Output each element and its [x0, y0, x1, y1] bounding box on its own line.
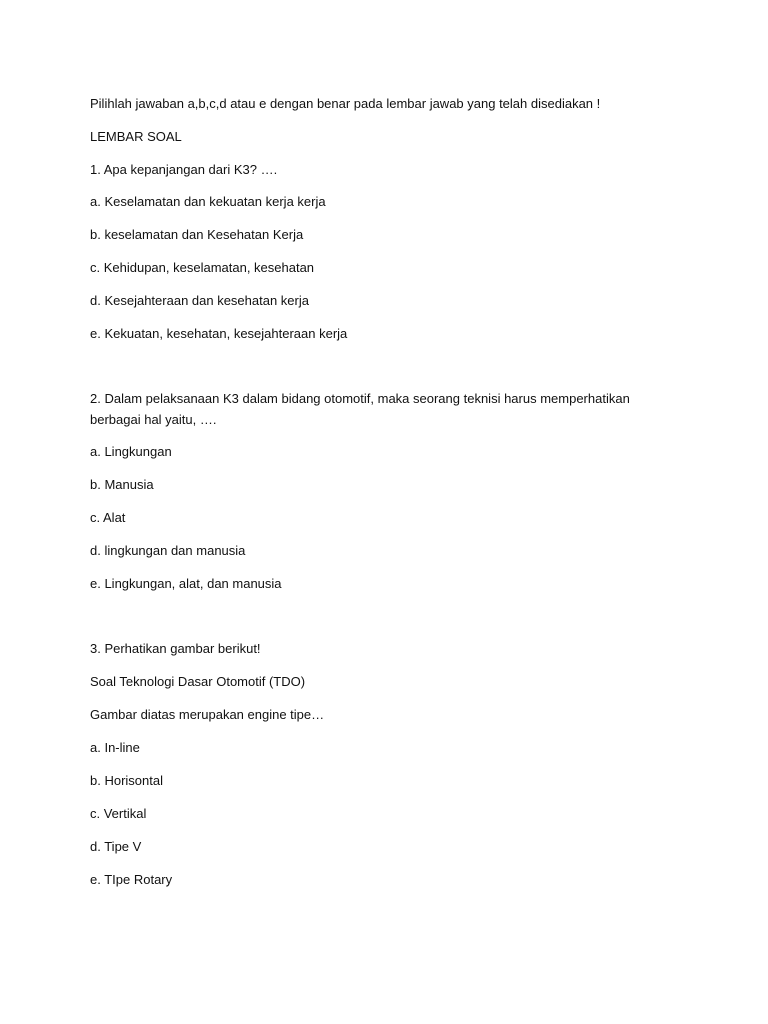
question-3-text: 3. Perhatikan gambar berikut! [90, 641, 261, 656]
section-title: LEMBAR SOAL [90, 129, 182, 144]
question-2-option-b: b. Manusia [90, 477, 154, 492]
question-2-option-a: a. Lingkungan [90, 444, 172, 459]
question-1-option-a: a. Keselamatan dan kekuatan kerja kerja [90, 194, 326, 209]
question-2-text: 2. Dalam pelaksanaan K3 dalam bidang otomotif, maka seorang teknisi harus memperhatikan berbagai hal yaitu, …. [90, 391, 630, 427]
question-3-subtitle: Soal Teknologi Dasar Otomotif (TDO) [90, 674, 306, 689]
question-1-text: 1. Apa kepanjangan dari K3? …. [90, 162, 278, 177]
question-1-option-c: c. Kehidupan, keselamatan, kesehatan [90, 260, 315, 275]
question-3-option-e: e. TIpe Rotary [90, 872, 173, 887]
question-1-option-b: b. keselamatan dan Kesehatan Kerja [90, 227, 304, 242]
question-1-option-e: e. Kekuatan, kesehatan, kesejahteraan kerja [90, 326, 348, 341]
question-3-option-d: d. Tipe V [90, 839, 142, 854]
question-3-prompt: Gambar diatas merupakan engine tipe… [90, 707, 325, 722]
question-3-option-c: c. Vertikal [90, 806, 147, 821]
question-2-option-d: d. lingkungan dan manusia [90, 543, 246, 558]
question-2-option-e: e. Lingkungan, alat, dan manusia [90, 576, 282, 591]
question-3-option-b: b. Horisontal [90, 773, 163, 788]
question-1-option-d: d. Kesejahteraan dan kesehatan kerja [90, 293, 309, 308]
instruction-text: Pilihlah jawaban a,b,c,d atau e dengan benar pada lembar jawab yang telah disediakan ! [90, 96, 601, 111]
question-2-option-c: c. Alat [90, 510, 126, 525]
question-3-option-a: a. In-line [90, 740, 140, 755]
